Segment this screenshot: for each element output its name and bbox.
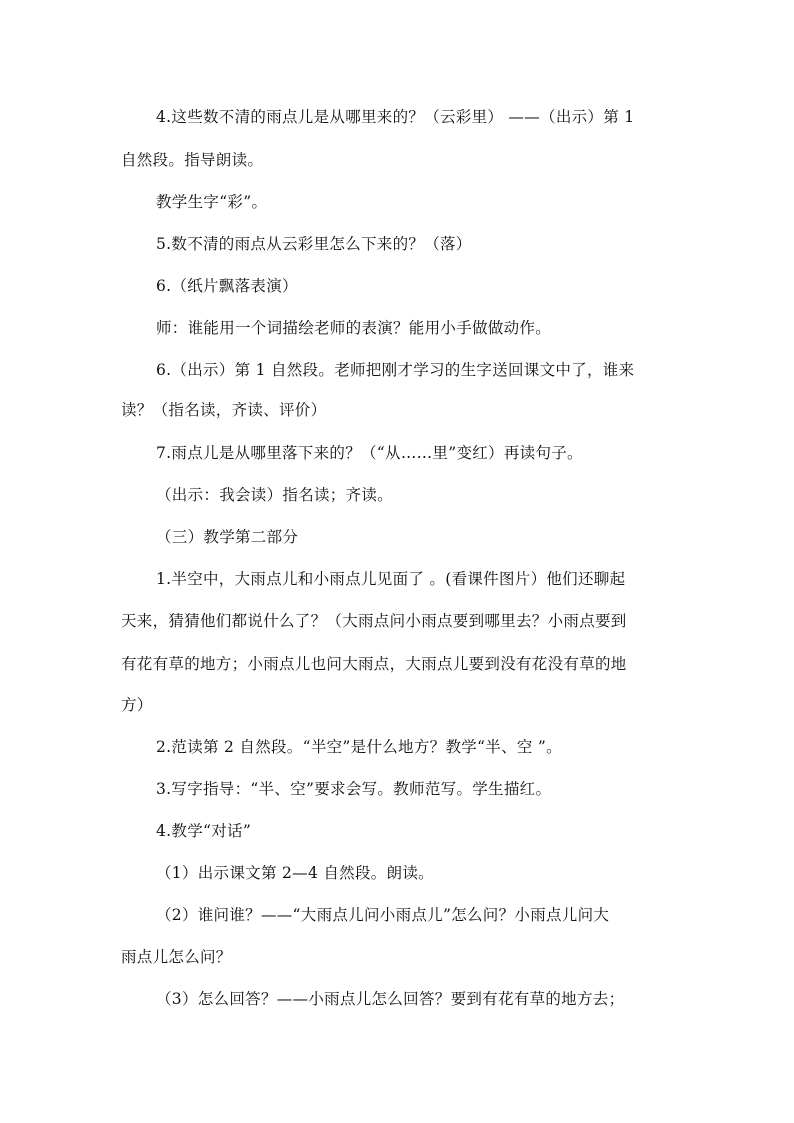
text-line: 2.范读第 2 自然段。“半空”是什么地方？教学“半、空 ”。 xyxy=(156,738,562,756)
text-line: 3.写字指导：“半、空”要求会写。教师范写。学生描红。 xyxy=(156,780,552,798)
text-line: 7.雨点儿是从哪里落下来的？（“从……里”变红）再读句子。 xyxy=(156,444,583,462)
text-line: 师：谁能用一个词描绘老师的表演？能用小手做做动作。 xyxy=(156,319,552,337)
text-line: 6.（纸片飘落表演） xyxy=(156,277,298,295)
text-line: （出示：我会读）指名读；齐读。 xyxy=(156,486,394,504)
text-line: （3）怎么回答？——小雨点儿怎么回答？要到有花有草的地方去； xyxy=(156,990,625,1008)
text-line: 教学生字“彩”。 xyxy=(156,193,268,211)
text-line: 4.这些数不清的雨点儿是从哪里来的？（云彩里） ——（出示）第 1 xyxy=(156,108,635,126)
text-line: （1）出示课文第 2—4 自然段。朗读。 xyxy=(156,864,434,882)
text-line: 方） xyxy=(121,696,153,714)
text-line: 有花有草的地方；小雨点儿也问大雨点，大雨点儿要到没有花没有草的地 xyxy=(121,655,627,673)
text-line: 5.数不清的雨点从云彩里怎么下来的？（落） xyxy=(156,235,472,253)
text-line: 1.半空中，大雨点儿和小雨点儿见面了 。(看课件图片）他们还聊起 xyxy=(156,570,626,588)
text-line: 雨点儿怎么问？ xyxy=(121,948,232,966)
text-line: 天来，猜猜他们都说什么了？（大雨点问小雨点要到哪里去？小雨点要到 xyxy=(121,612,627,630)
text-line: （2）谁问谁？——“大雨点儿问小雨点儿”怎么问？小雨点儿问大 xyxy=(156,906,610,924)
section-heading: （三）教学第二部分 xyxy=(156,528,299,546)
text-line: 自然段。指导朗读。 xyxy=(121,151,264,169)
text-line: 4.教学“对话” xyxy=(156,822,252,840)
text-line: 读？（指名读，齐读、评价） xyxy=(121,401,327,419)
text-line: 6.（出示）第 1 自然段。老师把刚才学习的生字送回课文中了，谁来 xyxy=(156,361,635,379)
